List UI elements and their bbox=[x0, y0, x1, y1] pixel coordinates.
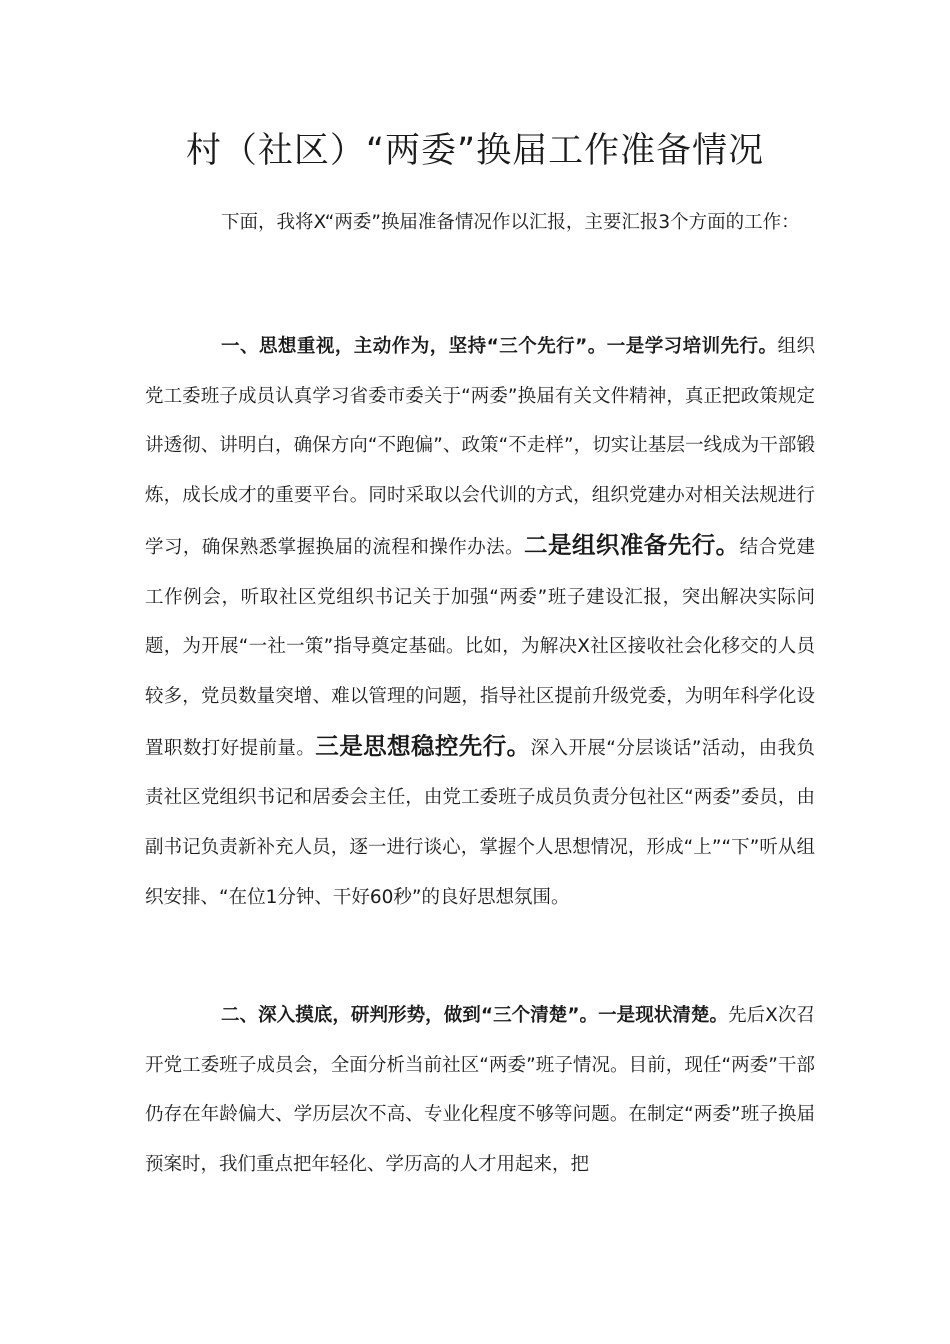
section-2-paragraph bbox=[145, 991, 815, 1190]
section-2-sub1-title: 一是现状清楚。 bbox=[598, 1005, 729, 1026]
section-2-sub1-text: 先后X次召开党工委班子成员会，全面分析当前社区“两委”班子情况。目前，现任“两委”干部仍存在年龄偏大、学历层次不高、专业化程度不够等问题。在制定“两委”班子换届预案时，我们重点把年轻化、学历高的人才用起来，把 bbox=[145, 1005, 815, 1176]
section-2-heading: 二、深入摸底，研判形势，做到“三个清楚”。 bbox=[221, 1005, 599, 1026]
document-title: 村（社区）“两委”换届工作准备情况 bbox=[185, 131, 765, 171]
section-1-sub2-text: 结合党建工作例会，听取社区党组织书记关于加强“两委”班子建设汇报，突出解决实际问题，为开展“一社一策”指导奠定基础。比如，为解决X社区接收社会化移交的人员较多，党员数量突增、难以管理的问题，指导社区提前升级党委，为明年科学化设置职数打好提前量。 bbox=[145, 536, 815, 759]
section-1-sub3-title: 三是思想稳控先行。 bbox=[315, 731, 531, 760]
section-1-sub1-title: 一是学习培训先行。 bbox=[606, 336, 778, 357]
section-1-sub2-title: 二是组织准备先行。 bbox=[524, 530, 740, 559]
section-1-sub1-text: 组织党工委班子成员认真学习省委市委关于“两委”换届有关文件精神，真正把政策规定讲透彻、讲明白，确保方向“不跑偏”、政策“不走样”，切实让基层一线成为干部锻炼，成长成才的重要平台。同时采取以会代训的方式，组织党建办对相关法规进行学习，确保熟悉掌握换届的流程和操作办法。 bbox=[145, 336, 815, 558]
section-1-paragraph bbox=[145, 322, 815, 922]
section-1-sub3-text: 深入开展“分层谈话”活动，由我负责社区党组织书记和居委会主任，由党工委班子成员负责分包社区“两委”委员，由副书记负责新补充人员，逐一进行谈心，掌握个人思想情况，形成“上”“下”听从组织安排、“在位1分钟、干好60秒”的良好思想氛围。 bbox=[145, 737, 816, 908]
intro-paragraph: 下面，我将X“两委”换届准备情况作以汇报，主要汇报3个方面的工作： bbox=[221, 212, 800, 233]
section-1-heading: 一、思想重视，主动作为，坚持“三个先行”。 bbox=[221, 336, 607, 357]
